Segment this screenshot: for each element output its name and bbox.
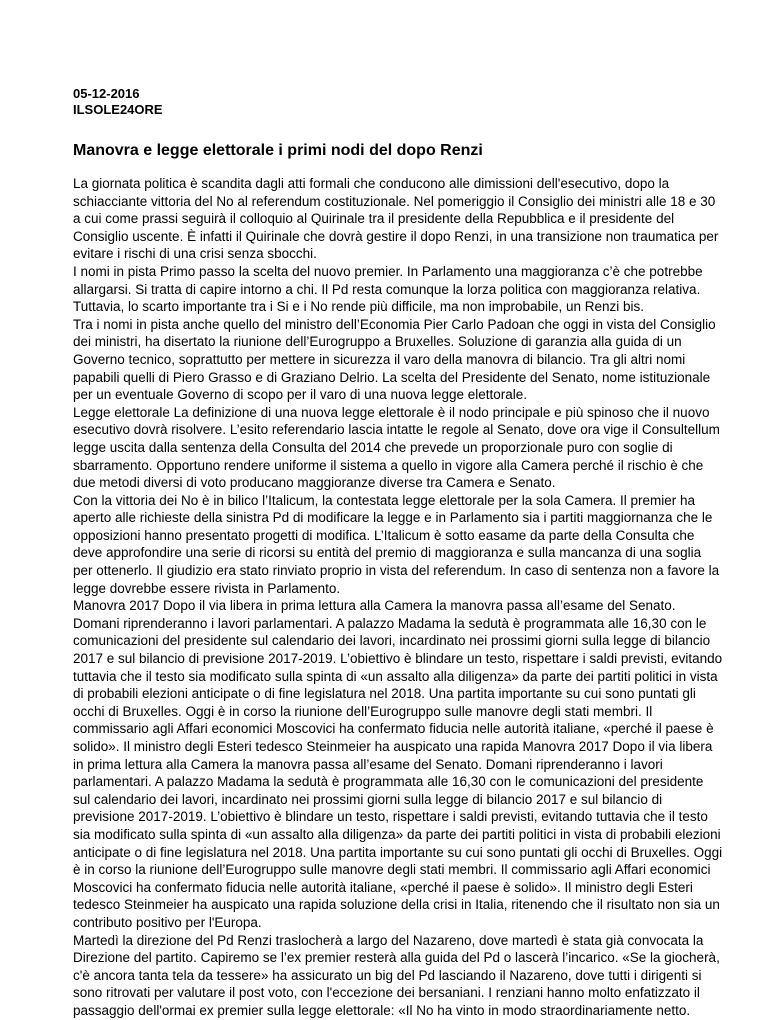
article-paragraph: Legge elettorale La definizione di una nuova legge elettorale è il nodo principale e più spinoso che il nuovo esecutivo dovrà risolvere. L’esito referendario lascia intatte le regole al Senato, dove ora vige il Consultellum legge uscita dalla sentenza della Consulta del 2014 che prevede un proporzionale puro con soglie di sbarramento. Opportuno rendere uniforme il sistema a quello in vigore alla Camera perché il rischio è che due metodi diversi di voto producano maggioranze diverse tra Camera e Senato. bbox=[73, 404, 720, 491]
article-paragraph: Tra i nomi in pista anche quello del ministro dell’Economia Pier Carlo Padoan che oggi in vista del Consiglio dei ministri, ha disertato la riunione dell’Eurogruppo a Bruxelles. Soluzione di garanzia alla guida di un Governo tecnico, soprattutto per mettere in sicurezza il varo della manovra di bilancio. Tra gli altri nomi papabili quelli di Piero Grasso e di Graziano Delrio. La scelta del Presidente del Senato, nome istituzionale per un eventuale Governo di scopo per il varo di una nuova legge elettorale. bbox=[73, 316, 716, 403]
article-paragraph: I nomi in pista Primo passo la scelta del nuovo premier. In Parlamento una maggioranza c’è che potrebbe allargarsi. Si tratta di capire intorno a chi. Il Pd resta comunque la lorza politica con maggioranza relativa. Tuttavia, lo scarto importante tra i Si e i No rende più difficile, ma non improbabile, un Renzi bis. bbox=[73, 263, 703, 315]
article-paragraph: La giornata politica è scandita dagli atti formali che conducono alle dimissioni dell'esecutivo, dopo la schiacciante vittoria del No al referendum costituzionale. Nel pomeriggio il Consiglio dei ministri alle 18 e 30 a cui come prassi seguirà il colloquio al Quirinale tra il presidente della Repubblica e il presidente del Consiglio uscente. È infatti il Quirinale che dovrà gestire il dopo Renzi, in una transizione non traumatica per evitare i rischi di una crisi senza sbocchi. bbox=[73, 176, 719, 262]
article-paragraph: Martedì la direzione del Pd Renzi traslocherà a largo del Nazareno, dove martedì è stata già convocata la Direzione del partito. Capiremo se l’ex premier resterà alla guida del Pd o lascerà l’incarico. «Se la giocherà, c'è ancora tanta tela da tessere» ha assicurato un big del Pd lasciando il Nazareno, dove tutti i dirigenti si sono ritrovati per valutare il post voto, con l'eccezione dei bersaniani. I renziani hanno molto enfatizzato il passaggio dell'ormai ex premier sulla legge elettorale: «Il No ha vinto in modo straordinariamente netto. bbox=[73, 932, 720, 1018]
article-body bbox=[73, 175, 724, 1020]
article-paragraph: Manovra 2017 Dopo il via libera in prima lettura alla Camera la manovra passa all’esame del Senato. Domani riprenderanno i lavori parlamentari. A palazzo Madama la sedutà è programmata alle 16,30 con le comunicazioni del presidente sul calendario dei lavori, incardinato nei prossimi giorni sulla legge di bilancio 2017 e sul bilancio di previsione 2017-2019. L’obiettivo è blindare un testo, rispettare i saldi previsti, evitando tuttavia che il testo sia modificato sulla spinta di «un assalto alla diligenza» da parte dei partiti politici in vista di probabili elezioni anticipate o di fine legislatura nel 2018. Una partita importante su cui sono puntati gli occhi di Bruxelles. Oggi è in corso la riunione dell’Eurogruppo sulle manovre degli stati membri. Il commissario agli Affari economici Moscovici ha confermato fiducia nelle autorità italiane, «perché il paese è solido». Il ministro degli Esteri tedesco Steinmeier ha auspicato una rapida Manovra 2017 Dopo il via libera in prima lettura alla Camera la manovra passa all’esame del Senato. Domani riprenderanno i lavori parlamentari. A palazzo Madama la sedutà è programmata alle 16,30 con le comunicazioni del presidente sul calendario dei lavori, incardinato nei prossimi giorni sulla legge di bilancio 2017 e sul bilancio di previsione 2017-2019. L’obiettivo è blindare un testo, rispettare i saldi previsti, evitando tuttavia che il testo sia modificato sulla spinta di «un assalto alla diligenza» da parte dei partiti politici in vista di probabili elezioni anticipate o di fine legislatura nel 2018. Una partita importante su cui sono puntati gli occhi di Bruxelles. Oggi è in corso la riunione dell’Eurogruppo sulle manovre degli stati membri. Il commissario agli Affari economici Moscovici ha confermato fiducia nelle autorità italiane, «perché il paese è solido». Il ministro degli Esteri tedesco Steinmeier ha auspicato una rapida soluzione della crisi in Italia, ritenendo che il risultato non sia un contributo positivo per l'Europa. bbox=[73, 598, 723, 930]
article-title: Manovra e legge elettorale i primi nodi del dopo Renzi bbox=[73, 142, 483, 159]
article-source: ILSOLE24ORE bbox=[73, 102, 163, 117]
article-date: 05-12-2016 bbox=[73, 86, 140, 101]
article-paragraph: Con la vittoria dei No è in bilico l’Italicum, la contestata legge elettorale per la sola Camera. Il premier ha aperto alle richieste della sinistra Pd di modificare la legge e in Parlamento sia i partiti maggiornanza che le opposizioni hanno presentato progetti di modifica. L’Italicum è sotto easame da parte della Consulta che deve approfondire una serie di ricorsi su entità del premio di maggioranza e sulla mancanza di una soglia per ottenerlo. Il giudizio era stato rinviato proprio in vista del referendum. In caso di sentenza non a favore la legge dovrebbe essere rivista in Parlamento. bbox=[73, 492, 720, 596]
